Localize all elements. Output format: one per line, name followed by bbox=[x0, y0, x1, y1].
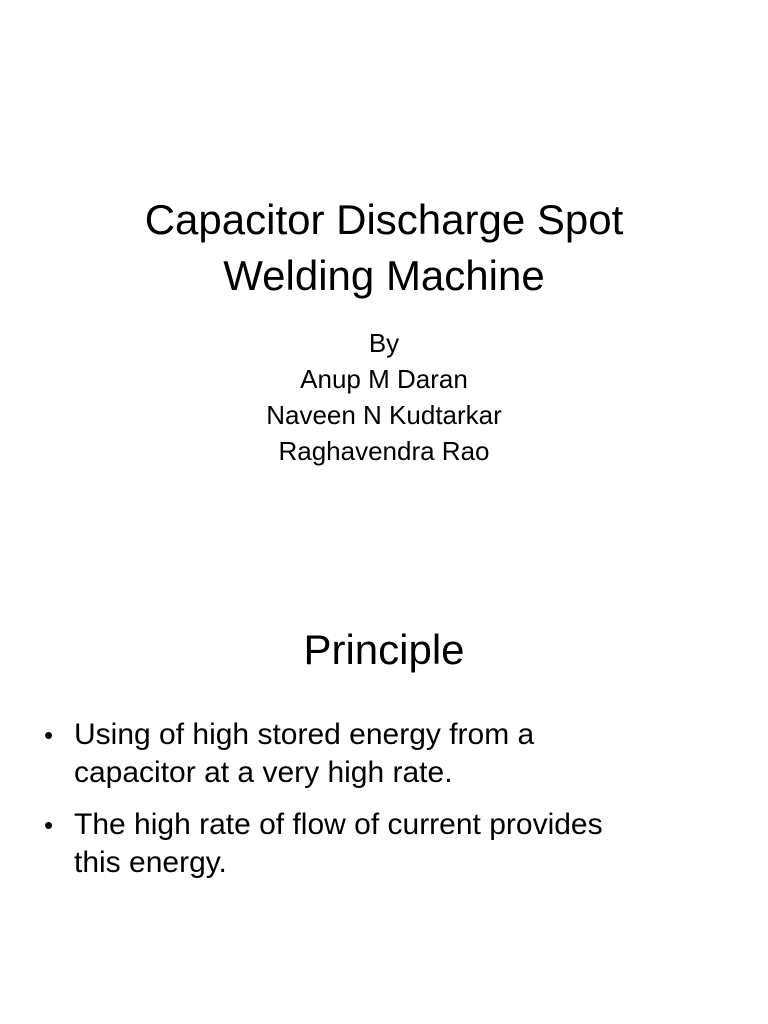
slide-principle bbox=[0, 576, 768, 1024]
bullet-text-line: capacitor at a very high rate. bbox=[74, 756, 453, 789]
slide-heading: Principle bbox=[303, 626, 465, 673]
bullet-icon: • bbox=[44, 720, 54, 750]
bullet-item bbox=[44, 716, 734, 792]
bullet-text-line: The high rate of flow of current provides bbox=[74, 808, 603, 841]
by-label: By bbox=[368, 328, 400, 358]
title-line-1: Capacitor Discharge Spot bbox=[144, 196, 624, 243]
bullet-text-line: Using of high stored energy from a bbox=[74, 718, 535, 751]
title-line-2: Welding Machine bbox=[223, 252, 545, 299]
bullet-list bbox=[44, 716, 734, 896]
bullet-text-line: this energy. bbox=[74, 846, 227, 879]
author-block bbox=[0, 325, 768, 469]
bullet-item bbox=[44, 806, 734, 882]
author-name: Anup M Daran bbox=[300, 364, 468, 394]
presentation-title bbox=[0, 192, 768, 304]
bullet-icon: • bbox=[44, 810, 54, 840]
author-name: Raghavendra Rao bbox=[278, 436, 490, 466]
author-name: Naveen N Kudtarkar bbox=[266, 400, 502, 430]
